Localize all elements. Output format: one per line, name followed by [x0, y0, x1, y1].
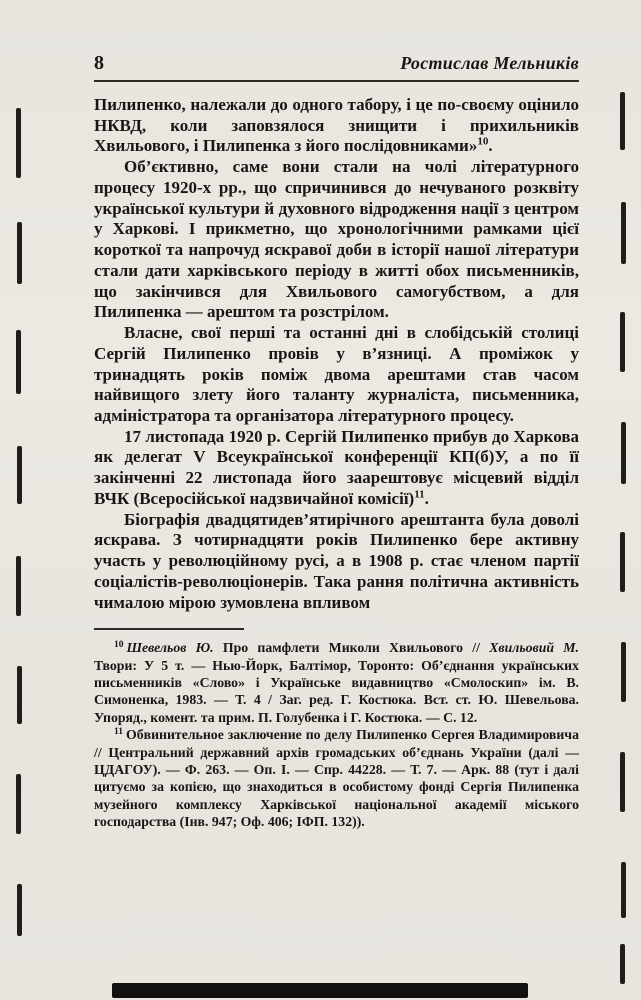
- scan-artifact-right: [620, 312, 625, 372]
- paragraph-text: Пилипенко, належали до одного табору, і це по-своєму оцінило НКВД, коли заповзялося знищити і прихильників Хвильового, і Пилипенка з його послідовниками»: [94, 95, 579, 156]
- footnote-author: Шевельов Ю.: [126, 640, 214, 656]
- footnote-marker: 11: [114, 726, 123, 737]
- paragraph-text: .: [488, 136, 493, 156]
- paragraph: [94, 427, 579, 510]
- footnote-cited-author: Хвильовий М.: [489, 640, 579, 656]
- running-head: [94, 52, 579, 75]
- scan-artifact-left: [16, 556, 21, 616]
- scan-artifact-right: [621, 202, 626, 264]
- footnote-10: [94, 639, 579, 726]
- body-text: [94, 95, 579, 613]
- scan-artifact-bottom-bar: [112, 983, 528, 998]
- paragraph-text: .: [424, 488, 429, 508]
- paragraph-text: Об’єктивно, саме вони стали на чолі літературного процесу 1920-х рр., що спричинився до нечуваного розквіту української культури й духовного відродження нації з центром у Харкові. І прикметно, що хронологічними рамками цієї короткої та напрочуд яскравої доби в історії нашої літератури стали дати харківського періоду в житті обох письменників, що закінчився для Хвильового самогубством, а для Пилипенка — арештом та розстрілом.: [94, 157, 579, 322]
- footnote-text: Обвинительное заключение по делу Пилипенко Сергея Владимировича // Центральний державний архів громадських об’єднань України (далі — ЦДАГОУ). — Ф. 263. — Оп. І. — Спр. 44228. — Т. 7. — Арк. 88 (тут і далі цитуємо за копією, що знаходиться в особистому фонді Сергія Пилипенка музейного комплексу Харківської національної академії міського господарства (Інв. 947; Оф. 406; ІФП. 132)).: [94, 727, 579, 830]
- scan-artifact-left: [16, 774, 21, 834]
- paragraph: [94, 510, 579, 614]
- scan-artifact-right: [620, 944, 625, 984]
- footnote-text: Твори: У 5 т. — Нью-Йорк, Балтімор, Торонто: Об’єднання українських письменників «Слово» і Українське видавництво «Смолоскип» ім. В. Симоненка, 1983. — Т. 4 / Заг. ред. Г. Костюка. Вст. ст. Ю. Шевельова. Упоряд., комент. та прим. П. Голубенка і Г. Костюка. — С. 12.: [94, 657, 579, 725]
- footnote-separator: [94, 628, 244, 630]
- footnote-ref-10: 10: [477, 135, 489, 148]
- scan-artifact-left: [16, 330, 21, 394]
- scan-artifact-left: [17, 222, 22, 284]
- paragraph-text: Власне, свої перші та останні дні в слобідській столиці Сергій Пилипенко провів у в’язниці. А проміжок у тринадцять років поміж двома арештами став часом найвищого злету його таланту журналіста, письменника, адміністратора та організатора літературного процесу.: [94, 323, 579, 426]
- scan-artifact-right: [621, 642, 626, 702]
- scan-artifact-right: [620, 532, 625, 592]
- scan-artifact-right: [620, 92, 625, 150]
- scan-artifact-right: [620, 752, 625, 812]
- paragraph-text: Біографія двадцятидев’ятирічного арештанта була доволі яскрава. З чотирнадцяти років Пилипенко бере активну участь у революційному русі, а в 1908 р. стає членом партії соціалістів-революціонерів. Така рання політична активність чималою мірою зумовлена впливом: [94, 509, 579, 612]
- paragraph: [94, 323, 579, 427]
- footnotes: [94, 639, 579, 830]
- header-rule: [94, 80, 579, 82]
- footnote-marker: 10: [114, 639, 124, 650]
- paragraph-text: 17 листопада 1920 р. Сергій Пилипенко прибув до Харкова як делегат V Всеукраїнської конференції КП(б)У, а по її закінченні 22 листопада його заарештовує місцевий відділ ВЧК (Всеросійської надзвичайної комісії): [94, 426, 579, 508]
- scan-artifact-right: [621, 422, 626, 484]
- paragraph: [94, 95, 579, 157]
- scan-artifact-left: [16, 108, 21, 178]
- page-number: 8: [94, 52, 104, 74]
- running-head-author: Ростислав Мельників: [400, 53, 579, 73]
- scan-artifact-left: [17, 446, 22, 504]
- footnote-11: [94, 726, 579, 830]
- scan-artifact-right: [621, 862, 626, 918]
- footnote-text: Про памфлети Миколи Хвильового //: [213, 640, 490, 656]
- scan-artifact-left: [17, 884, 22, 936]
- paragraph: [94, 157, 579, 323]
- footnote-ref-11: 11: [414, 488, 425, 501]
- scan-artifact-left: [17, 666, 22, 724]
